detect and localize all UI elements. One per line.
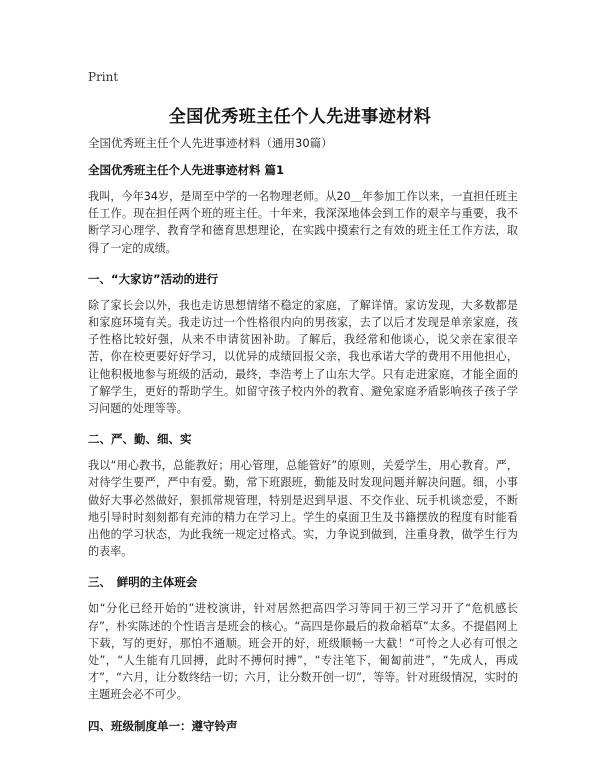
page-title: 全国优秀班主任个人先进事迹材料 xyxy=(168,107,432,127)
section-heading: 四、班级制度单一：遵守铃声 xyxy=(88,718,238,733)
section-heading: 三、 鲜明的主体班会 xyxy=(88,575,198,590)
section-heading: 二、严、勤、细、实 xyxy=(88,432,192,447)
article-body xyxy=(88,162,518,744)
intro-paragraph: 我叫，今年34岁，是周至中学的一名物理老师。从20＿年参加工作以来，一直担任班主任工作。现在担任两个班的班主任。十年来，我深深地体会到工作的艰辛与重要，我不断学习心理学、教育学和德育思想理论，在实践中摸索行之有效的班主任工作方法，取得了一定的成绩。 xyxy=(88,190,518,255)
section-paragraph: 如“分化已经开始的”进校演讲，针对居然把高四学习等同于初三学习开了“危机感长存”，朴实陈述的个性语言是班会的核心。“高四是你最后的救命稻草”太多。不提倡网上下载，写的更好，那怕不通顺。班会开的好，班级顺畅一大截！“可怜之人必有可恨之处”，“人生能有几回搏，此时不搏何时搏”，“专注笔下，匍匐前进”，“先成人，再成才”，“六月，让分数终结一切；六月，让分数开创一切”，等等。针对班级情况，实时的主题班会必不可少。 xyxy=(88,602,518,702)
page-subtitle: 全国优秀班主任个人先进事迹材料（通用30篇） xyxy=(88,136,333,150)
section-paragraph: 除了家长会以外，我也走访思想情绪不稳定的家庭，了解详情。家访发现，大多数都是和家庭环境有关。我走访过一个性格很内向的男孩家，去了以后才发现是单亲家庭，孩子性格比较好强，从来不申请贫困补助。了解后，我经常和他谈心，说父亲在家很辛苦，你在校更要好好学习，以优异的成绩回报父亲，我也承诺大学的费用不用他担心，让他积极地参与班级的活动，最终，李浩考上了山东大学。只有走进家庭，才能全面的了解学生，更好的帮助学生。如留守孩子校内外的教育、避免家庭矛盾影响孩子孩子学习问题的处理等等。 xyxy=(88,298,518,416)
section-paragraph: 我以“用心教书，总能教好；用心管理，总能管好”的原则，关爱学生，用心教育。严，对待学生要严，严中有爱。勤，常下班跟班，勤能及时发现问题并解决问题。细，小事做好大事必然做好，狠抓常规管理，特别是迟到早退、不交作业、玩手机谈恋爱，不断地引导时时刻刻都有充沛的精力在学习上。学生的桌面卫生及书籍摆放的程度有时能看出他的学习状态，为此我统一规定过格式。实，力争说到做到，注重身教，做学生行为的表率。 xyxy=(88,459,518,559)
article-heading: 全国优秀班主任个人先进事迹材料 篇1 xyxy=(88,163,285,177)
section-heading: 一、“大家访”活动的进行 xyxy=(88,271,219,286)
print-link[interactable]: Print xyxy=(88,70,119,84)
